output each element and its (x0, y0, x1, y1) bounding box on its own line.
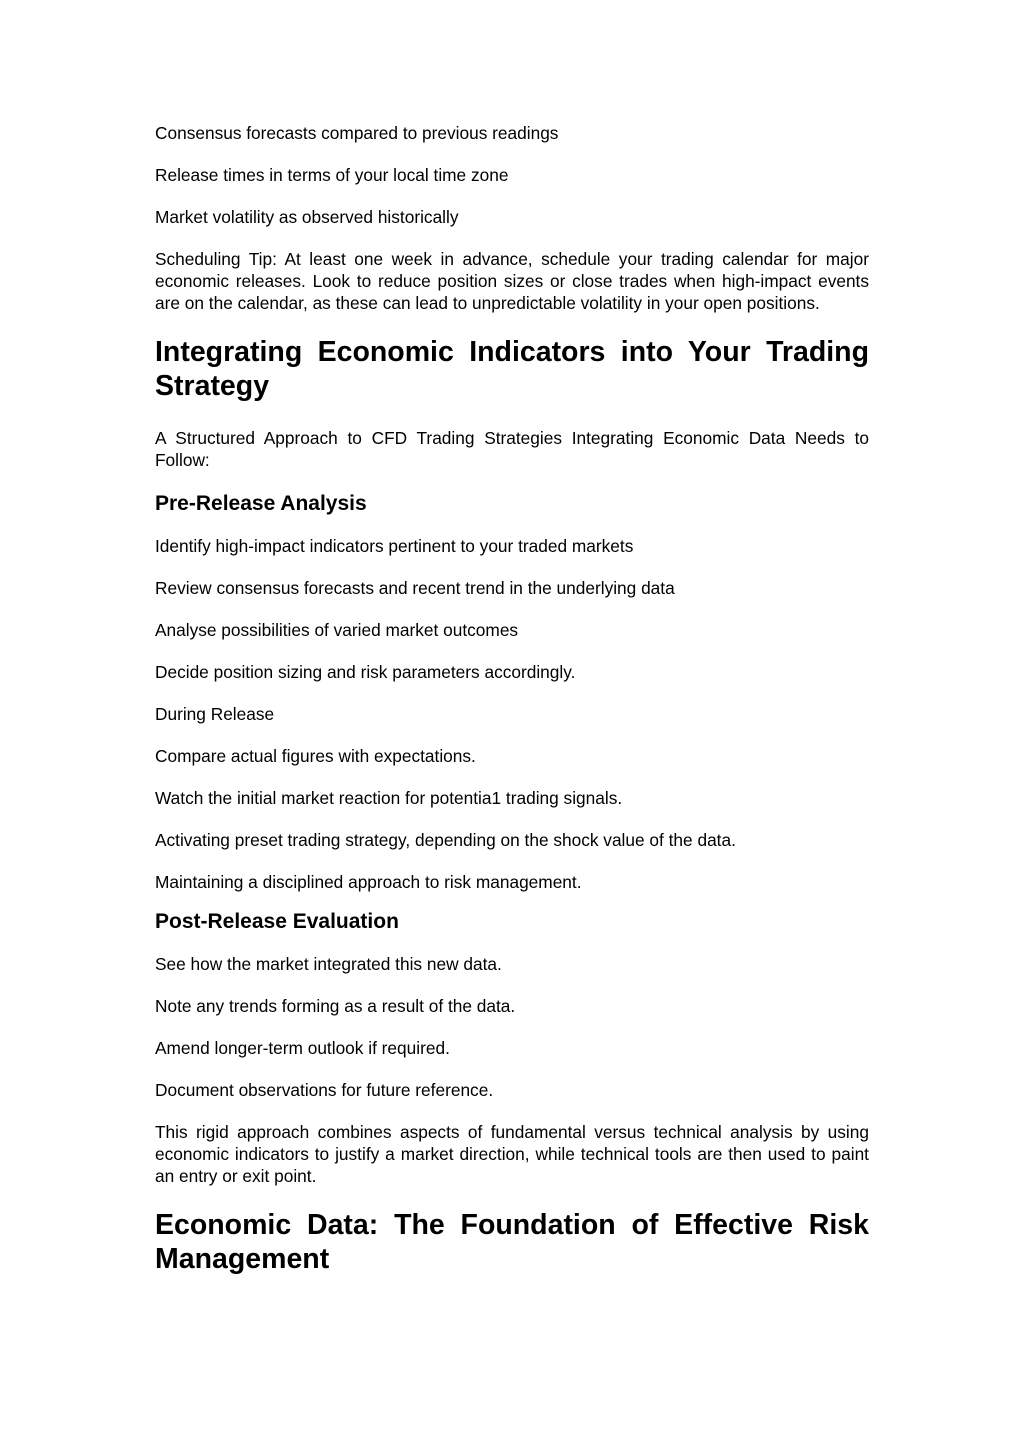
scheduling-tip: Scheduling Tip: At least one week in advance, schedule your trading calendar for major economic releases. Look to reduce position sizes or close trades when high-impact events are on the calendar, as these can lead to unpredictable volatility in your open positions. (155, 249, 869, 313)
pre-release-item: Review consensus forecasts and recent trend in the underlying data (155, 578, 675, 598)
post-release-item: Amend longer-term outlook if required. (155, 1038, 450, 1058)
during-release-label: During Release (155, 704, 275, 724)
intro-item-release-times: Release times in terms of your local time zone (155, 165, 509, 185)
during-release-item: Compare actual figures with expectations. (155, 746, 476, 766)
during-release-item: Activating preset trading strategy, depending on the shock value of the data. (155, 830, 736, 850)
post-release-item: See how the market integrated this new data. (155, 954, 502, 974)
section-conclusion: This rigid approach combines aspects of fundamental versus technical analysis by using economic indicators to justify a market direction, while technical tools are then used to paint an entry or exit point. (155, 1122, 869, 1186)
section-heading-risk-management: Economic Data: The Foundation of Effective Risk Management (155, 1209, 869, 1275)
intro-item-consensus: Consensus forecasts compared to previous readings (155, 123, 559, 143)
section-intro: A Structured Approach to CFD Trading Strategies Integrating Economic Data Needs to Follow: (155, 428, 869, 470)
during-release-item: Maintaining a disciplined approach to risk management. (155, 872, 582, 892)
subheading-post-release: Post-Release Evaluation (155, 910, 399, 933)
section-heading-integrating: Integrating Economic Indicators into Your Trading Strategy (155, 336, 869, 402)
pre-release-item: Analyse possibilities of varied market outcomes (155, 620, 519, 640)
post-release-item: Document observations for future reference. (155, 1080, 494, 1100)
pre-release-item: Decide position sizing and risk parameters accordingly. (155, 662, 576, 682)
subheading-pre-release: Pre-Release Analysis (155, 492, 367, 515)
post-release-item: Note any trends forming as a result of the data. (155, 996, 516, 1016)
intro-item-volatility: Market volatility as observed historically (155, 207, 459, 227)
pre-release-item: Identify high-impact indicators pertinent to your traded markets (155, 536, 634, 556)
document-page (155, 122, 869, 1276)
during-release-item: Watch the initial market reaction for potentia1 trading signals. (155, 788, 623, 808)
